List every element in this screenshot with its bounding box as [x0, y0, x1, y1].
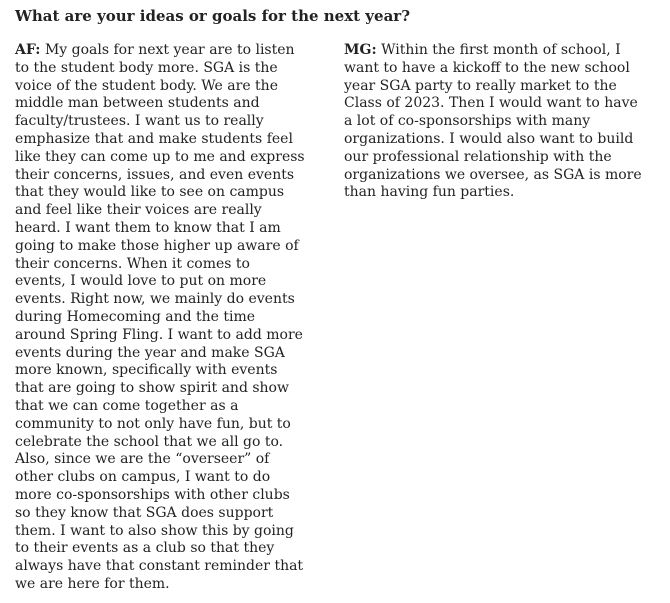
answer-initials: MG:	[344, 42, 377, 58]
interview-question: What are your ideas or goals for the next year?	[15, 7, 410, 25]
answer-text: My goals for next year are to listen to the student body more. SGA is the voice of the student body. We are the middle man between students and faculty/trustees. I want us to really emphasize that and make students feel like they can come up to me and express their concerns, issues, and even events that they would like to see on campus and feel like their voices are really heard. I want them to know that I am going to make those higher up aware of their concerns. When it comes to events, I would love to put on more events. Right now, we mainly do events during Homecoming and the time around Spring Fling. I want to add more events during the year and make SGA more known, specifically with events that are going to show spirit and show that we can come together as a community to not only have fun, but to celebrate the school that we all go to. Also, since we are the “overseer” of other clubs on campus, I want to do more co-sponsorships with other clubs so they know that SGA does support them. I want to also show this by going to their events as a club so that they always have that constant reminder that we are here for them.	[15, 42, 305, 592]
answer-mg	[344, 42, 644, 202]
answer-af	[15, 42, 305, 594]
answer-initials: AF:	[15, 42, 41, 58]
answer-text: Within the first month of school, I want to have a kickoff to the new school year SGA party to really market to the Class of 2023. Then I would want to have a lot of co-sponsorships with many organizations. I would also want to build our professional relationship with the organizations we oversee, as SGA is more than having fun parties.	[344, 42, 642, 201]
